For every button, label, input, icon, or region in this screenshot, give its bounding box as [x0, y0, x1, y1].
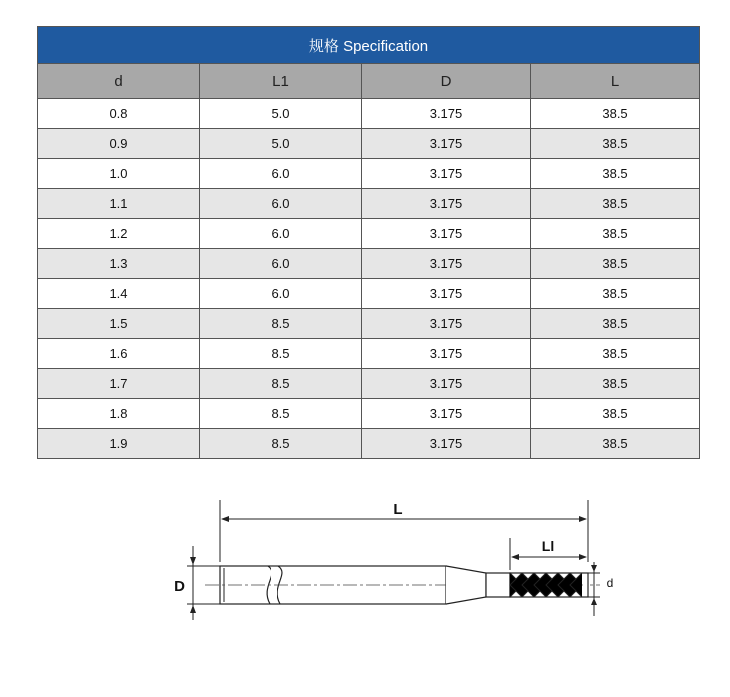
table-cell: 38.5: [531, 159, 700, 189]
table-row: [38, 99, 700, 129]
table-cell: 3.175: [362, 309, 531, 339]
table-row: [38, 339, 700, 369]
table-cell: 38.5: [531, 399, 700, 429]
table-cell: 3.175: [362, 369, 531, 399]
table-cell: 38.5: [531, 129, 700, 159]
table-cell: 3.175: [362, 249, 531, 279]
spec-table: [37, 26, 700, 459]
table-cell: 0.8: [38, 99, 200, 129]
table-row: [38, 429, 700, 459]
table-cell: 1.1: [38, 189, 200, 219]
table-cell: 8.5: [200, 309, 362, 339]
table-cell: 3.175: [362, 99, 531, 129]
column-header: L: [531, 64, 700, 99]
table-title-row: [38, 27, 700, 64]
column-header: L1: [200, 64, 362, 99]
table-cell: 1.6: [38, 339, 200, 369]
arrow-head: [190, 605, 196, 613]
arrow-head: [579, 516, 587, 522]
table-cell: 1.5: [38, 309, 200, 339]
table-cell: 3.175: [362, 129, 531, 159]
column-header: D: [362, 64, 531, 99]
table-row: [38, 399, 700, 429]
table-row: [38, 159, 700, 189]
tool-neck: [446, 566, 486, 604]
table-cell: 38.5: [531, 219, 700, 249]
table-cell: 6.0: [200, 219, 362, 249]
table-cell: 6.0: [200, 159, 362, 189]
table-cell: 1.2: [38, 219, 200, 249]
table-cell: 38.5: [531, 309, 700, 339]
tool-neck-straight: [486, 573, 510, 597]
arrow-head: [579, 554, 587, 560]
table-cell: 3.175: [362, 279, 531, 309]
table-row: [38, 249, 700, 279]
table-body: [38, 99, 700, 459]
table-cell: 38.5: [531, 369, 700, 399]
table-cell: 38.5: [531, 99, 700, 129]
arrow-head: [221, 516, 229, 522]
table-cell: 1.0: [38, 159, 200, 189]
table-cell: 3.175: [362, 189, 531, 219]
table-cell: 38.5: [531, 249, 700, 279]
table-cell: 3.175: [362, 429, 531, 459]
table-cell: 38.5: [531, 279, 700, 309]
label-D: D: [174, 578, 185, 595]
table-cell: 6.0: [200, 249, 362, 279]
column-header: d: [38, 64, 200, 99]
table-title: 规格 Specification: [38, 27, 700, 64]
table-row: [38, 279, 700, 309]
table-cell: 8.5: [200, 339, 362, 369]
table-cell: 8.5: [200, 429, 362, 459]
table-cell: 38.5: [531, 189, 700, 219]
arrow-head: [591, 598, 597, 605]
table-cell: 1.9: [38, 429, 200, 459]
table-cell: 38.5: [531, 339, 700, 369]
table-cell: 6.0: [200, 189, 362, 219]
table-row: [38, 309, 700, 339]
arrow-head: [190, 557, 196, 565]
label-d: d: [606, 576, 614, 590]
table-row: [38, 369, 700, 399]
table-row: [38, 129, 700, 159]
table-cell: 0.9: [38, 129, 200, 159]
arrow-head: [591, 565, 597, 572]
table-cell: 3.175: [362, 159, 531, 189]
table-cell: 5.0: [200, 129, 362, 159]
arrow-head: [511, 554, 519, 560]
table-cell: 6.0: [200, 279, 362, 309]
knurl-pattern: [510, 573, 582, 597]
table-cell: 1.3: [38, 249, 200, 279]
table-cell: 5.0: [200, 99, 362, 129]
label-L: L: [393, 501, 403, 518]
table-cell: 3.175: [362, 399, 531, 429]
table-cell: 8.5: [200, 399, 362, 429]
label-Ll: Ll: [541, 538, 555, 554]
table-cell: 3.175: [362, 219, 531, 249]
table-cell: 3.175: [362, 339, 531, 369]
table-cell: 8.5: [200, 369, 362, 399]
table-row: [38, 189, 700, 219]
table-cell: 1.4: [38, 279, 200, 309]
table-cell: 38.5: [531, 429, 700, 459]
tool-dimension-diagram: [160, 490, 620, 630]
table-header-row: [38, 64, 700, 99]
table-cell: 1.8: [38, 399, 200, 429]
table-row: [38, 219, 700, 249]
table-cell: 1.7: [38, 369, 200, 399]
